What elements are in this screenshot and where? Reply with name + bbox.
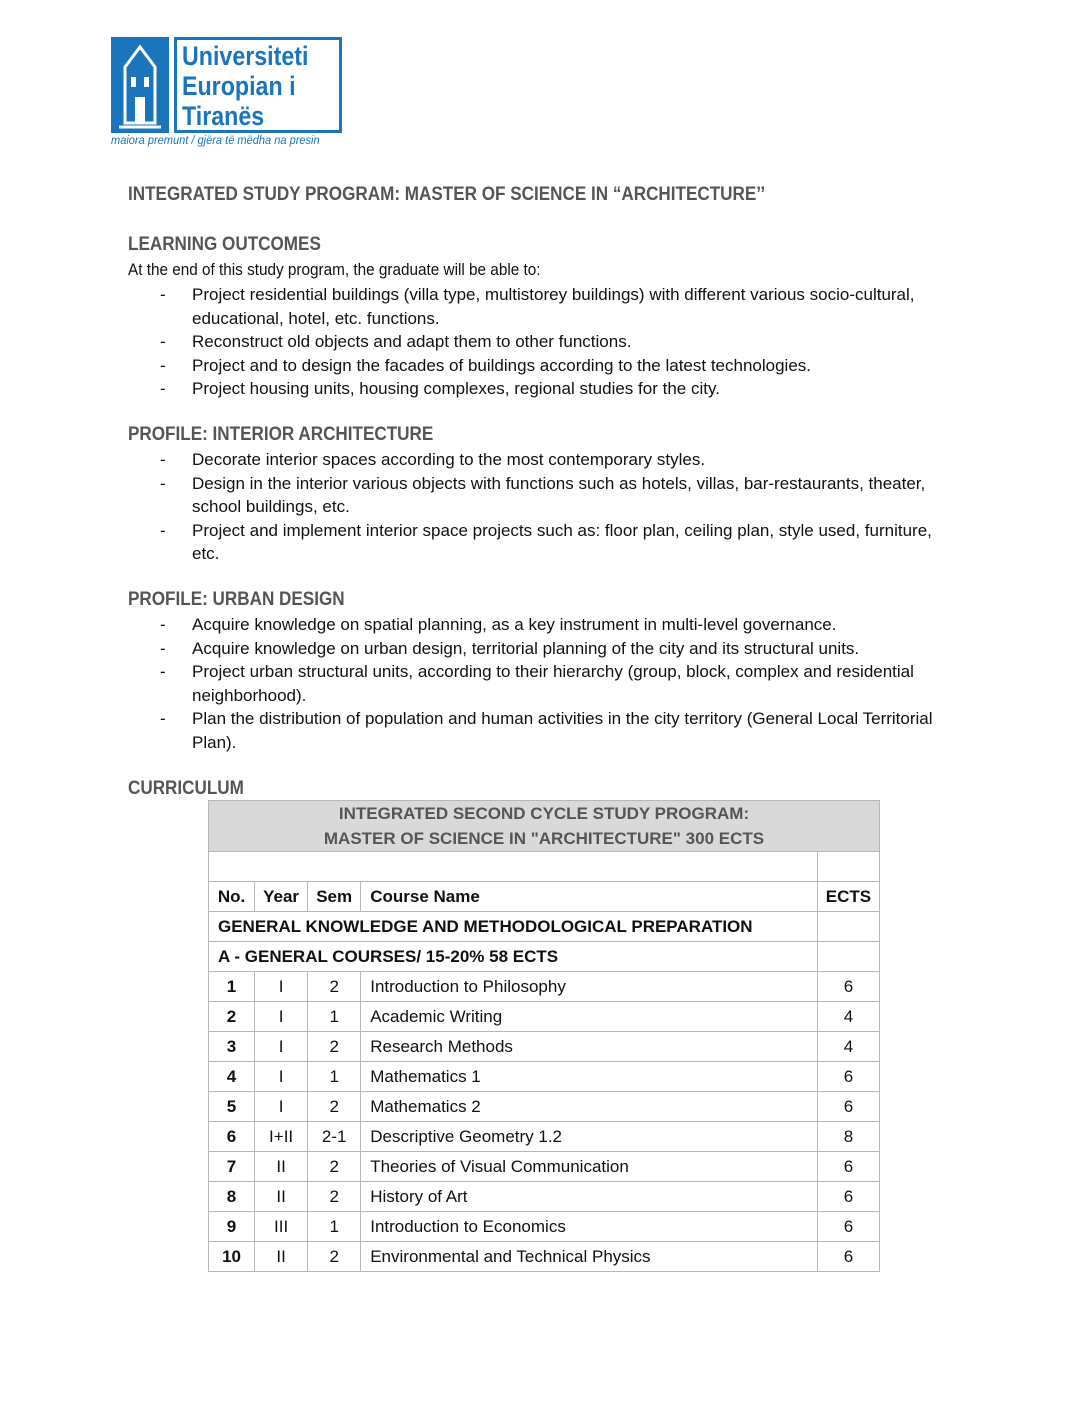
course-semester: 1 bbox=[308, 1062, 361, 1092]
document-title: INTEGRATED STUDY PROGRAM: MASTER OF SCIENCE IN “ARCHITECTURE’’ bbox=[128, 184, 766, 205]
course-name: Theories of Visual Communication bbox=[361, 1152, 818, 1182]
course-name: Mathematics 2 bbox=[361, 1092, 818, 1122]
course-semester: 2 bbox=[308, 1182, 361, 1212]
course-rows bbox=[209, 972, 880, 1272]
logo-line-1: Universiteti bbox=[182, 41, 309, 71]
table-row bbox=[209, 972, 880, 1002]
section-label: A - GENERAL COURSES/ 15-20% 58 ECTS bbox=[209, 942, 818, 972]
curriculum-table bbox=[208, 800, 880, 1272]
course-name: Introduction to Philosophy bbox=[361, 972, 818, 1002]
course-year: II bbox=[255, 1182, 308, 1212]
course-year: I bbox=[255, 1092, 308, 1122]
table-row bbox=[209, 1002, 880, 1032]
course-semester: 2 bbox=[308, 1032, 361, 1062]
course-ects: 6 bbox=[817, 972, 879, 1002]
list-item: - Project residential buildings (villa type, multistorey buildings) with different various socio-cultural, educational, hotel, etc. functions. bbox=[128, 283, 942, 330]
table-title: INTEGRATED SECOND CYCLE STUDY PROGRAM: MASTER OF SCIENCE IN "ARCHITECTURE" 300 ECTS bbox=[209, 801, 880, 852]
course-year: I bbox=[255, 1062, 308, 1092]
course-semester: 1 bbox=[308, 1212, 361, 1242]
logo-motto: maiora premunt / gjëra të mëdha na presin bbox=[111, 135, 320, 147]
course-number: 9 bbox=[209, 1212, 255, 1242]
course-year: III bbox=[255, 1212, 308, 1242]
course-ects: 6 bbox=[817, 1092, 879, 1122]
learning-outcomes-heading: LEARNING OUTCOMES bbox=[128, 234, 321, 255]
course-ects: 6 bbox=[817, 1182, 879, 1212]
table-title-row bbox=[209, 801, 880, 852]
course-number: 7 bbox=[209, 1152, 255, 1182]
course-semester: 2 bbox=[308, 1092, 361, 1122]
course-number: 5 bbox=[209, 1092, 255, 1122]
column-header: Sem bbox=[308, 882, 361, 912]
logo-line-2: Europian i bbox=[182, 71, 296, 101]
urban-design-heading: PROFILE: URBAN DESIGN bbox=[128, 589, 345, 610]
course-year: I bbox=[255, 1032, 308, 1062]
list-item: - Reconstruct old objects and adapt them to other functions. bbox=[128, 330, 942, 354]
section-label: GENERAL KNOWLEDGE AND METHODOLOGICAL PREPARATION bbox=[209, 912, 818, 942]
column-header: Year bbox=[255, 882, 308, 912]
list-item: - Project urban structural units, according to their hierarchy (group, block, complex and residential neighborhood). bbox=[128, 660, 942, 707]
table-row bbox=[209, 1062, 880, 1092]
column-header: Course Name bbox=[361, 882, 818, 912]
course-number: 10 bbox=[209, 1242, 255, 1272]
course-name: Descriptive Geometry 1.2 bbox=[361, 1122, 818, 1152]
learning-outcomes-list bbox=[128, 283, 942, 401]
course-semester: 2-1 bbox=[308, 1122, 361, 1152]
table-header-row bbox=[209, 882, 880, 912]
urban-design-list bbox=[128, 613, 942, 754]
course-name: Introduction to Economics bbox=[361, 1212, 818, 1242]
curriculum-heading: CURRICULUM bbox=[128, 778, 244, 799]
course-ects: 6 bbox=[817, 1152, 879, 1182]
table-row bbox=[209, 1092, 880, 1122]
learning-outcomes-intro: At the end of this study program, the graduate will be able to: bbox=[128, 260, 541, 279]
course-semester: 2 bbox=[308, 1152, 361, 1182]
course-number: 8 bbox=[209, 1182, 255, 1212]
list-item: - Acquire knowledge on urban design, territorial planning of the city and its structural units. bbox=[128, 637, 942, 661]
course-semester: 2 bbox=[308, 972, 361, 1002]
course-year: II bbox=[255, 1152, 308, 1182]
logo-line-3: Tiranës bbox=[182, 101, 265, 131]
list-item: - Design in the interior various objects with functions such as hotels, villas, bar-restaurants, theater, school buildings, etc. bbox=[128, 472, 942, 519]
course-number: 6 bbox=[209, 1122, 255, 1152]
table-row bbox=[209, 1242, 880, 1272]
course-name: Environmental and Technical Physics bbox=[361, 1242, 818, 1272]
interior-architecture-list bbox=[128, 448, 942, 566]
course-ects: 6 bbox=[817, 1242, 879, 1272]
course-number: 1 bbox=[209, 972, 255, 1002]
course-name: Academic Writing bbox=[361, 1002, 818, 1032]
course-number: 3 bbox=[209, 1032, 255, 1062]
course-year: I bbox=[255, 1002, 308, 1032]
list-item: - Project housing units, housing complexes, regional studies for the city. bbox=[128, 377, 942, 401]
course-ects: 4 bbox=[817, 1002, 879, 1032]
section-row bbox=[209, 912, 880, 942]
course-year: I bbox=[255, 972, 308, 1002]
course-name: Mathematics 1 bbox=[361, 1062, 818, 1092]
table-row bbox=[209, 1152, 880, 1182]
column-header: ECTS bbox=[817, 882, 879, 912]
table-row bbox=[209, 1122, 880, 1152]
course-name: Research Methods bbox=[361, 1032, 818, 1062]
list-item: - Acquire knowledge on spatial planning, as a key instrument in multi-level governance. bbox=[128, 613, 942, 637]
course-number: 2 bbox=[209, 1002, 255, 1032]
course-semester: 2 bbox=[308, 1242, 361, 1272]
section-row bbox=[209, 942, 880, 972]
course-number: 4 bbox=[209, 1062, 255, 1092]
course-year: II bbox=[255, 1242, 308, 1272]
table-row bbox=[209, 1212, 880, 1242]
course-ects: 8 bbox=[817, 1122, 879, 1152]
course-year: I+II bbox=[255, 1122, 308, 1152]
logo-wordmark bbox=[174, 37, 342, 133]
list-item: - Project and to design the facades of buildings according to the latest technologies. bbox=[128, 354, 942, 378]
course-name: History of Art bbox=[361, 1182, 818, 1212]
list-item: - Decorate interior spaces according to the most contemporary styles. bbox=[128, 448, 942, 472]
list-item: - Project and implement interior space projects such as: floor plan, ceiling plan, style used, furniture, etc. bbox=[128, 519, 942, 566]
table-spacer-row bbox=[209, 852, 880, 882]
course-ects: 4 bbox=[817, 1032, 879, 1062]
interior-architecture-heading: PROFILE: INTERIOR ARCHITECTURE bbox=[128, 424, 434, 445]
table-row bbox=[209, 1182, 880, 1212]
list-item: - Plan the distribution of population and human activities in the city territory (General Local Territorial Plan). bbox=[128, 707, 942, 754]
course-ects: 6 bbox=[817, 1212, 879, 1242]
logo-emblem-icon bbox=[111, 37, 169, 133]
column-header: No. bbox=[209, 882, 255, 912]
table-row bbox=[209, 1032, 880, 1062]
course-semester: 1 bbox=[308, 1002, 361, 1032]
course-ects: 6 bbox=[817, 1062, 879, 1092]
university-logo bbox=[111, 37, 351, 152]
